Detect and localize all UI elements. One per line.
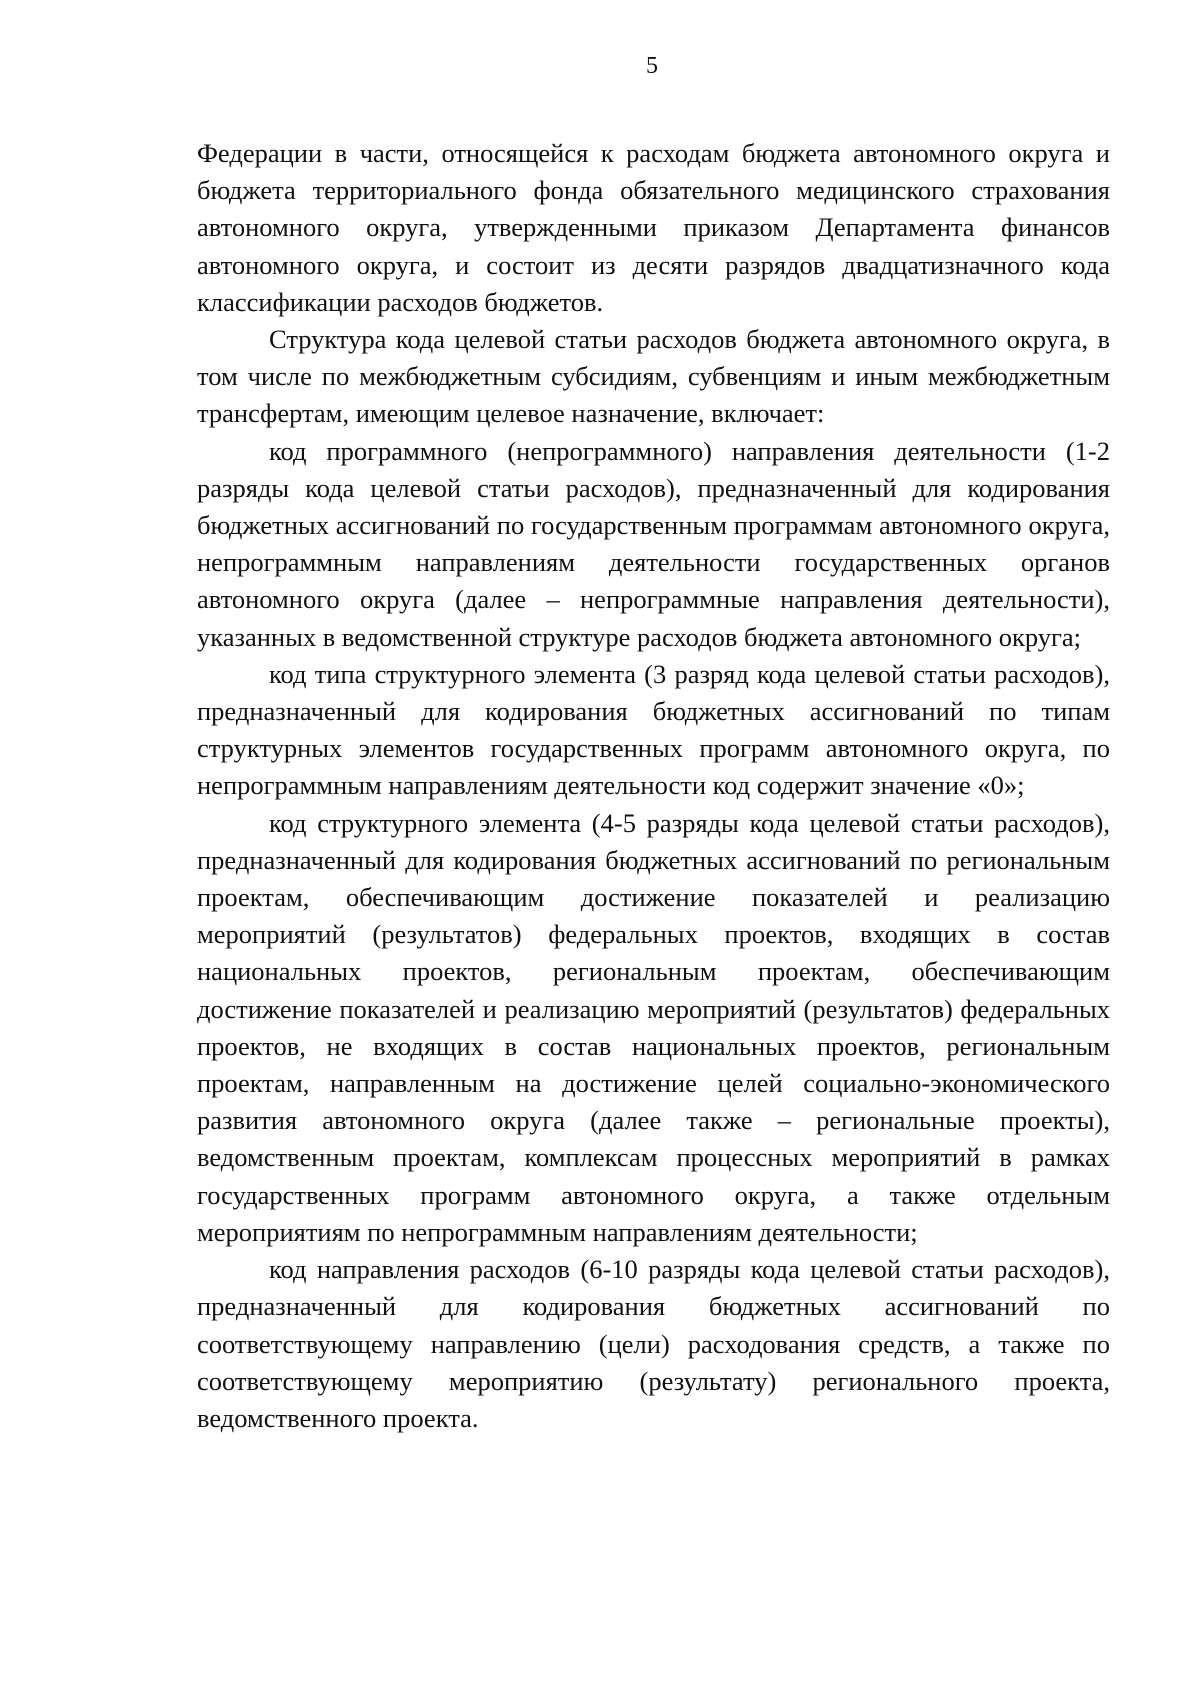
paragraph-3: код программного (непрограммного) направления деятельности (1-2 разряды кода целевой статьи расходов), предназначенный для кодирования бюджетных ассигнований по государственным программам автономного округа, непрограммным направлениям деятельности государственных органов автономного округа (далее – непрограммные направления деятельности), указанных в ведомственной структуре расходов бюджета автономного округа; [197, 435, 1110, 652]
document-body [197, 135, 1110, 1437]
paragraph-2: Структура кода целевой статьи расходов бюджета автономного округа, в том числе по межбюджетным субсидиям, субвенциям и иным межбюджетным трансфертам, имеющим целевое назначение, включает: [197, 324, 1110, 429]
paragraph-4: код типа структурного элемента (3 разряд кода целевой статьи расходов), предназначенный для кодирования бюджетных ассигнований по типам структурных элементов государственных программ автономного округа, по непрограммным направлениям деятельности код содержит значение «0»; [197, 658, 1110, 801]
paragraph-6: код направления расходов (6-10 разряды кода целевой статьи расходов), предназначенный для кодирования бюджетных ассигнований по соответствующему направлению (цели) расходования средств, а также по соответствующему мероприятию (результату) регионального проекта, ведомственного проекта. [197, 1254, 1110, 1433]
paragraph-5: код структурного элемента (4-5 разряды кода целевой статьи расходов), предназначенный для кодирования бюджетных ассигнований по региональным проектам, обеспечивающим достижение показателей и реализацию мероприятий (результатов) федеральных проектов, входящих в состав национальных проектов, региональным проектам, обеспечивающим достижение показателей и реализацию мероприятий (результатов) федеральных проектов, не входящих в состав национальных проектов, региональным проектам, направленным на достижение целей социально-экономического развития автономного округа (далее также – региональные проекты), ведомственным проектам, комплексам процессных мероприятий в рамках государственных программ автономного округа, а также отдельным мероприятиям по непрограммным направлениям деятельности; [197, 807, 1110, 1247]
paragraph-1: Федерации в части, относящейся к расходам бюджета автономного округа и бюджета территориального фонда обязательного медицинского страхования автономного округа, утвержденными приказом Департамента финансов автономного округа, и состоит из десяти разрядов двадцатизначного кода классификации расходов бюджетов. [197, 138, 1110, 317]
page-number: 5 [646, 53, 658, 79]
